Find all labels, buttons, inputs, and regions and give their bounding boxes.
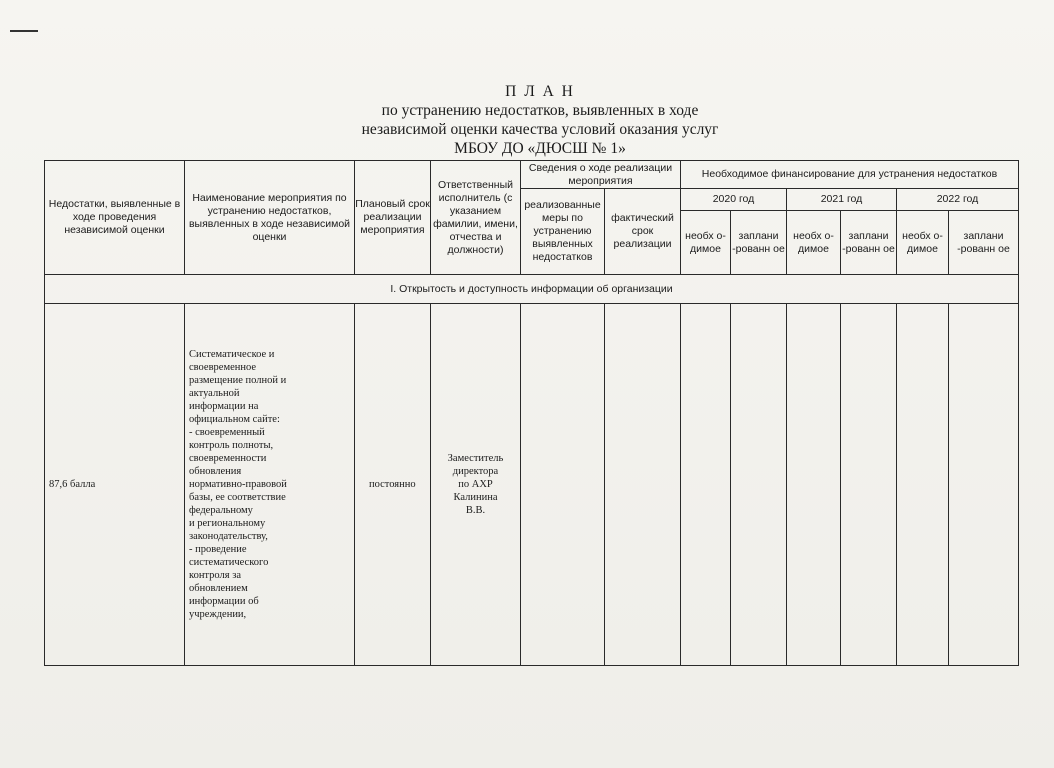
responsible-line: по АХР — [458, 479, 493, 490]
header-needed-2021: необх о-димое — [787, 211, 841, 275]
measure-line: нормативно-правовой — [189, 479, 287, 490]
header-year-2022: 2022 год — [897, 189, 1019, 211]
measure-line: информации об — [189, 596, 259, 607]
measure-line: обновления — [189, 466, 242, 477]
cell-actual-term — [605, 304, 681, 666]
responsible-line: Калинина — [453, 492, 498, 503]
header-needed-2022: необх о-димое — [897, 211, 949, 275]
header-row-1 — [45, 161, 1019, 189]
header-needed-2020: необх о-димое — [681, 211, 731, 275]
measure-line: законодательству, — [189, 531, 268, 542]
header-actual-term: фактический срок реализации — [605, 189, 681, 275]
cell-planned-2021 — [841, 304, 897, 666]
measure-line: актуальной — [189, 388, 240, 399]
measure-line: Систематическое и — [189, 349, 275, 360]
document-title — [320, 82, 760, 158]
cell-needed-2020 — [681, 304, 731, 666]
measure-lines — [189, 348, 350, 621]
measure-line: контроль полноты, — [189, 440, 274, 451]
measure-line: и региональному — [189, 518, 266, 529]
header-measure-name: Наименование мероприятия по устранению недостатков, выявленных в ходе независимой оценки — [185, 161, 355, 275]
measure-line: систематического — [189, 557, 269, 568]
cell-planned-2020 — [731, 304, 787, 666]
header-planned-2020: заплани -рованн ое — [731, 211, 787, 275]
header-planned-2022: заплани -рованн ое — [949, 211, 1019, 275]
plan-table — [44, 160, 1019, 666]
header-year-2020: 2020 год — [681, 189, 787, 211]
section-title: I. Открытость и доступность информации об организации — [45, 275, 1019, 304]
section-row — [45, 275, 1019, 304]
measure-line: контроля за — [189, 570, 242, 581]
title-line-3: независимой оценки качества условий оказания услуг — [361, 121, 719, 138]
measure-line: - своевременный — [189, 427, 265, 438]
responsible-line: В.В. — [465, 505, 486, 516]
measure-line: базы, ее соответствие — [189, 492, 286, 503]
corner-mark — [10, 30, 38, 32]
header-planned-2021: заплани -рованн ое — [841, 211, 897, 275]
title-plan: П Л А Н — [505, 83, 575, 100]
header-progress-group: Сведения о ходе реализации мероприятия — [521, 161, 681, 189]
table-row — [45, 304, 1019, 666]
cell-measure — [185, 304, 355, 666]
cell-score: 87,6 балла — [45, 304, 185, 666]
cell-planned-2022 — [949, 304, 1019, 666]
measure-line: размещение полной и — [189, 375, 287, 386]
cell-responsible — [431, 304, 521, 666]
cell-implemented — [521, 304, 605, 666]
measure-line: обновлением — [189, 583, 248, 594]
header-implemented: реализованные меры по устранению выявленных недостатков — [521, 189, 605, 275]
header-year-2021: 2021 год — [787, 189, 897, 211]
cell-term: постоянно — [355, 304, 431, 666]
measure-line: своевременное — [189, 362, 257, 373]
header-responsible: Ответственный исполнитель (с указанием фамилии, имени, отчества и должности) — [431, 161, 521, 275]
responsible-line: Заместитель — [447, 453, 504, 464]
cell-needed-2022 — [897, 304, 949, 666]
title-line-2: по устранению недостатков, выявленных в ходе — [381, 102, 699, 119]
header-financing-group: Необходимое финансирование для устранения недостатков — [681, 161, 1019, 189]
measure-line: учреждении, — [189, 609, 247, 620]
measure-line: своевременности — [189, 453, 267, 464]
header-shortcomings: Недостатки, выявленные в ходе проведения независимой оценки — [45, 161, 185, 275]
header-planned-term: Плановый срок реализации мероприятия — [355, 161, 431, 275]
measure-line: информации на — [189, 401, 259, 412]
measure-line: официальном сайте: — [189, 414, 280, 425]
title-line-4: МБОУ ДО «ДЮСШ № 1» — [454, 140, 626, 157]
measure-line: федеральному — [189, 505, 253, 516]
measure-line: - проведение — [189, 544, 247, 555]
responsible-line: директора — [452, 466, 499, 477]
cell-needed-2021 — [787, 304, 841, 666]
